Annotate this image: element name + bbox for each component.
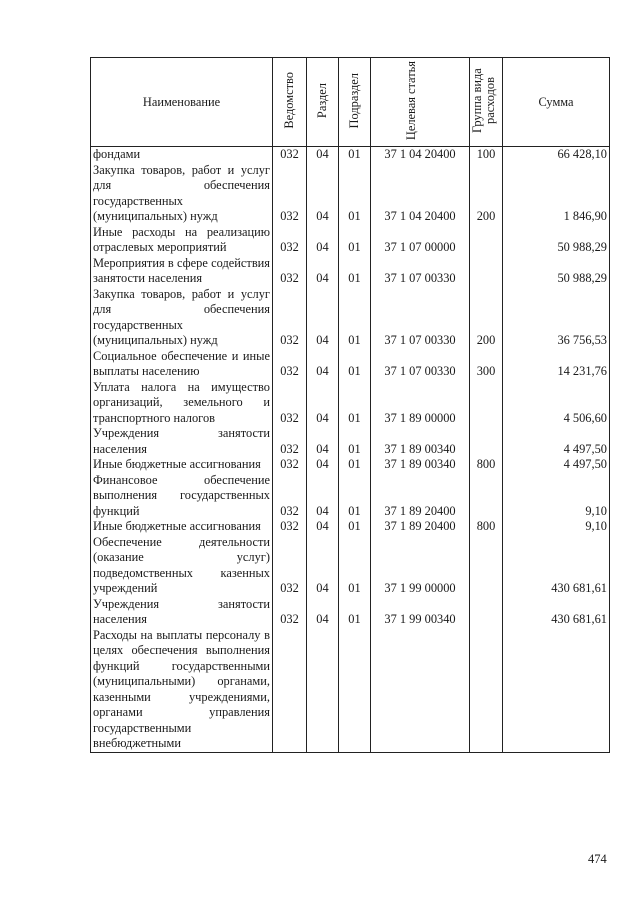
cell-podrazdel: 01 xyxy=(339,256,371,287)
cell-ved: 032 xyxy=(273,473,307,520)
cell-ved: 032 xyxy=(273,457,307,473)
header-name-text: Наименование xyxy=(142,94,221,109)
cell-summa: 9,10 xyxy=(503,473,610,520)
cell-podrazdel: 01 xyxy=(339,519,371,535)
cell-summa: 50 988,29 xyxy=(503,256,610,287)
header-podrazdel xyxy=(339,58,371,147)
cell-ved: 032 xyxy=(273,225,307,256)
cell-gruppa: 800 xyxy=(470,519,503,535)
cell-name: Обеспечение деятельности (оказание услуг) подведомственных казенных учреждений xyxy=(91,535,273,597)
table-row xyxy=(91,426,610,457)
header-podrazdel-text: Подраздел xyxy=(347,72,361,129)
cell-razdel: 04 xyxy=(307,256,339,287)
header-celevaya-text: Целевая статья xyxy=(404,60,418,141)
cell-summa: 9,10 xyxy=(503,519,610,535)
cell-gruppa: 100 xyxy=(470,147,503,163)
cell-celevaya: 37 1 99 00000 xyxy=(371,535,470,597)
header-razdel xyxy=(307,58,339,147)
cell-summa: 4 506,60 xyxy=(503,380,610,427)
cell-gruppa xyxy=(470,628,503,753)
cell-gruppa xyxy=(470,535,503,597)
cell-name: Учреждения занятости населения xyxy=(91,426,273,457)
cell-summa: 50 988,29 xyxy=(503,225,610,256)
cell-ved: 032 xyxy=(273,163,307,225)
table-row xyxy=(91,225,610,256)
cell-summa: 14 231,76 xyxy=(503,349,610,380)
cell-name: Уплата налога на имущество организаций, земельного и транспортного налогов xyxy=(91,380,273,427)
table-header xyxy=(91,58,610,147)
cell-ved: 032 xyxy=(273,287,307,349)
cell-name: Социальное обеспечение и иные выплаты населению xyxy=(91,349,273,380)
cell-name: Иные бюджетные ассигнования xyxy=(91,519,273,535)
cell-razdel: 04 xyxy=(307,457,339,473)
cell-name: Иные бюджетные ассигнования xyxy=(91,457,273,473)
cell-name: Мероприятия в сфере содействия занятости населения xyxy=(91,256,273,287)
table-row xyxy=(91,349,610,380)
cell-razdel xyxy=(307,628,339,753)
header-gruppa-text: Группа вида расходов xyxy=(470,68,497,133)
header-ved-text: Ведомство xyxy=(282,72,296,129)
cell-podrazdel xyxy=(339,628,371,753)
cell-podrazdel: 01 xyxy=(339,380,371,427)
cell-summa xyxy=(503,628,610,753)
table-row xyxy=(91,163,610,225)
cell-ved: 032 xyxy=(273,426,307,457)
cell-celevaya: 37 1 89 00340 xyxy=(371,457,470,473)
cell-celevaya: 37 1 89 00340 xyxy=(371,426,470,457)
cell-razdel: 04 xyxy=(307,380,339,427)
cell-razdel: 04 xyxy=(307,349,339,380)
cell-name: Расходы на выплаты персоналу в целях обеспечения выполнения функций государственными (муниципальными) органами, казенными учреждениями, органами управления государственными внебюджетными xyxy=(91,628,273,753)
header-celevaya xyxy=(371,58,470,147)
table-row xyxy=(91,519,610,535)
cell-celevaya: 37 1 89 20400 xyxy=(371,473,470,520)
table-row xyxy=(91,597,610,628)
cell-summa: 4 497,50 xyxy=(503,426,610,457)
cell-celevaya: 37 1 99 00340 xyxy=(371,597,470,628)
cell-celevaya: 37 1 89 00000 xyxy=(371,380,470,427)
cell-podrazdel: 01 xyxy=(339,349,371,380)
cell-podrazdel: 01 xyxy=(339,473,371,520)
cell-name: Иные расходы на реализацию отраслевых мероприятий xyxy=(91,225,273,256)
cell-celevaya: 37 1 07 00000 xyxy=(371,225,470,256)
table-row xyxy=(91,457,610,473)
cell-name: Учреждения занятости населения xyxy=(91,597,273,628)
cell-gruppa: 300 xyxy=(470,349,503,380)
cell-summa: 430 681,61 xyxy=(503,597,610,628)
cell-gruppa xyxy=(470,597,503,628)
header-razdel-text: Раздел xyxy=(315,82,329,119)
cell-gruppa: 800 xyxy=(470,457,503,473)
cell-razdel: 04 xyxy=(307,426,339,457)
cell-gruppa xyxy=(470,473,503,520)
cell-name: Финансовое обеспечение выполнения государственных функций xyxy=(91,473,273,520)
cell-celevaya: 37 1 07 00330 xyxy=(371,287,470,349)
cell-razdel: 04 xyxy=(307,287,339,349)
cell-celevaya: 37 1 07 00330 xyxy=(371,256,470,287)
cell-ved: 032 xyxy=(273,349,307,380)
cell-podrazdel: 01 xyxy=(339,225,371,256)
cell-razdel: 04 xyxy=(307,519,339,535)
cell-ved: 032 xyxy=(273,519,307,535)
cell-celevaya: 37 1 07 00330 xyxy=(371,349,470,380)
cell-ved xyxy=(273,628,307,753)
cell-gruppa xyxy=(470,426,503,457)
cell-podrazdel: 01 xyxy=(339,163,371,225)
cell-summa: 1 846,90 xyxy=(503,163,610,225)
cell-razdel: 04 xyxy=(307,225,339,256)
table-row xyxy=(91,535,610,597)
cell-name: Закупка товаров, работ и услуг для обеспечения государственных (муниципальных) нужд xyxy=(91,287,273,349)
cell-gruppa: 200 xyxy=(470,287,503,349)
cell-summa: 430 681,61 xyxy=(503,535,610,597)
cell-razdel: 04 xyxy=(307,473,339,520)
header-name xyxy=(91,58,273,147)
cell-razdel: 04 xyxy=(307,597,339,628)
cell-podrazdel: 01 xyxy=(339,147,371,163)
cell-summa: 66 428,10 xyxy=(503,147,610,163)
table-row xyxy=(91,380,610,427)
cell-summa: 4 497,50 xyxy=(503,457,610,473)
cell-celevaya xyxy=(371,628,470,753)
header-summa-text: Сумма xyxy=(538,94,574,109)
cell-celevaya: 37 1 89 20400 xyxy=(371,519,470,535)
cell-gruppa xyxy=(470,256,503,287)
budget-table xyxy=(90,57,610,753)
header-gruppa xyxy=(470,58,503,147)
table-row xyxy=(91,628,610,753)
header-summa xyxy=(503,58,610,147)
cell-razdel: 04 xyxy=(307,535,339,597)
cell-ved: 032 xyxy=(273,597,307,628)
cell-ved: 032 xyxy=(273,535,307,597)
cell-podrazdel: 01 xyxy=(339,457,371,473)
cell-celevaya: 37 1 04 20400 xyxy=(371,147,470,163)
cell-podrazdel: 01 xyxy=(339,535,371,597)
cell-gruppa xyxy=(470,380,503,427)
cell-gruppa: 200 xyxy=(470,163,503,225)
cell-razdel: 04 xyxy=(307,147,339,163)
table-row xyxy=(91,256,610,287)
cell-name: Закупка товаров, работ и услуг для обеспечения государственных (муниципальных) нужд xyxy=(91,163,273,225)
table-row xyxy=(91,473,610,520)
table-row xyxy=(91,147,610,163)
cell-razdel: 04 xyxy=(307,163,339,225)
page-number: 474 xyxy=(588,852,607,866)
cell-celevaya: 37 1 04 20400 xyxy=(371,163,470,225)
cell-ved: 032 xyxy=(273,256,307,287)
cell-name: фондами xyxy=(91,147,273,163)
cell-summa: 36 756,53 xyxy=(503,287,610,349)
cell-podrazdel: 01 xyxy=(339,287,371,349)
table-row xyxy=(91,287,610,349)
cell-gruppa xyxy=(470,225,503,256)
cell-ved: 032 xyxy=(273,147,307,163)
cell-podrazdel: 01 xyxy=(339,426,371,457)
cell-ved: 032 xyxy=(273,380,307,427)
header-ved xyxy=(273,58,307,147)
table-body xyxy=(91,147,610,753)
cell-podrazdel: 01 xyxy=(339,597,371,628)
